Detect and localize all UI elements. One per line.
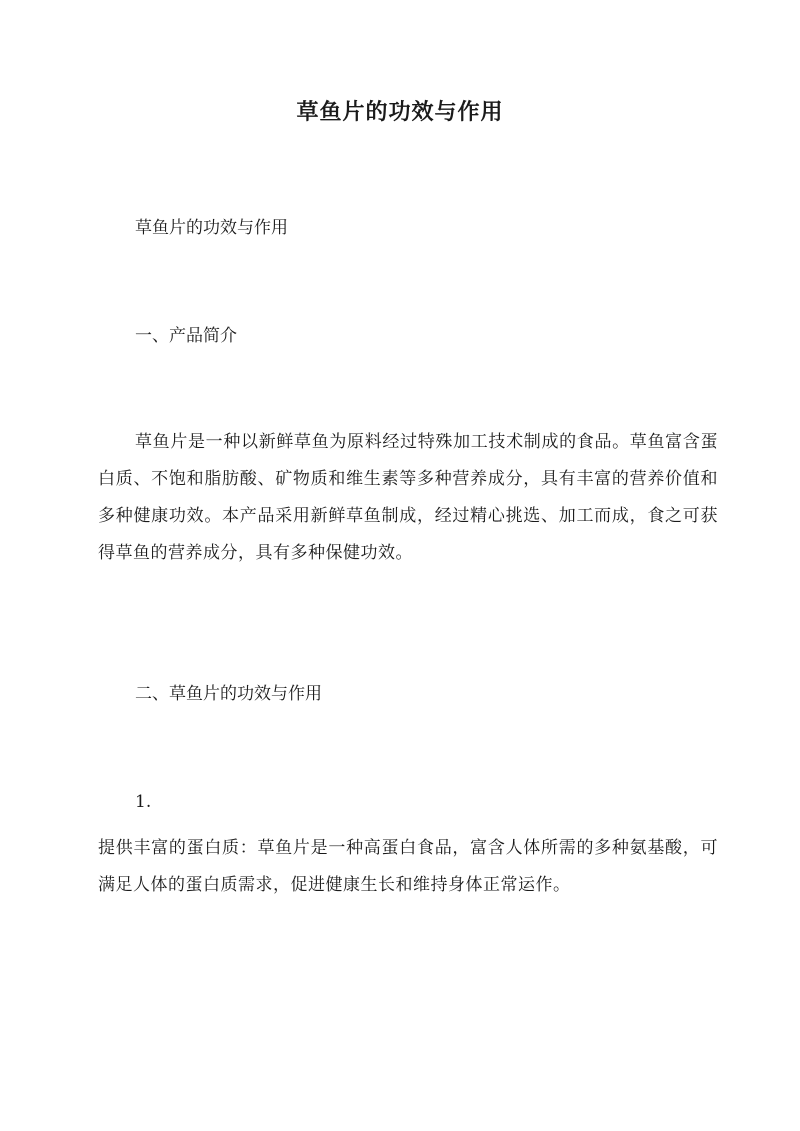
section-heading-intro: 一、产品简介 — [135, 326, 237, 346]
document-title: 草鱼片的功效与作用 — [296, 99, 504, 125]
document-subtitle: 草鱼片的功效与作用 — [135, 218, 288, 238]
list-item-body: 提供丰富的蛋白质：草鱼片是一种高蛋白食品，富含人体所需的多种氨基酸，可满足人体的蛋白质需求，促进健康生长和维持身体正常运作。 — [98, 838, 718, 895]
section-heading-effects: 二、草鱼片的功效与作用 — [135, 684, 322, 704]
section-body-intro: 草鱼片是一种以新鲜草鱼为原料经过特殊加工技术制成的食品。草鱼富含蛋白质、不饱和脂肪酸、矿物质和维生素等多种营养成分，具有丰富的营养价值和多种健康功效。本产品采用新鲜草鱼制成，经过精心挑选、加工而成，食之可获得草鱼的营养成分，具有多种保健功效。 — [98, 432, 718, 563]
list-item-number: 1. — [135, 792, 152, 812]
